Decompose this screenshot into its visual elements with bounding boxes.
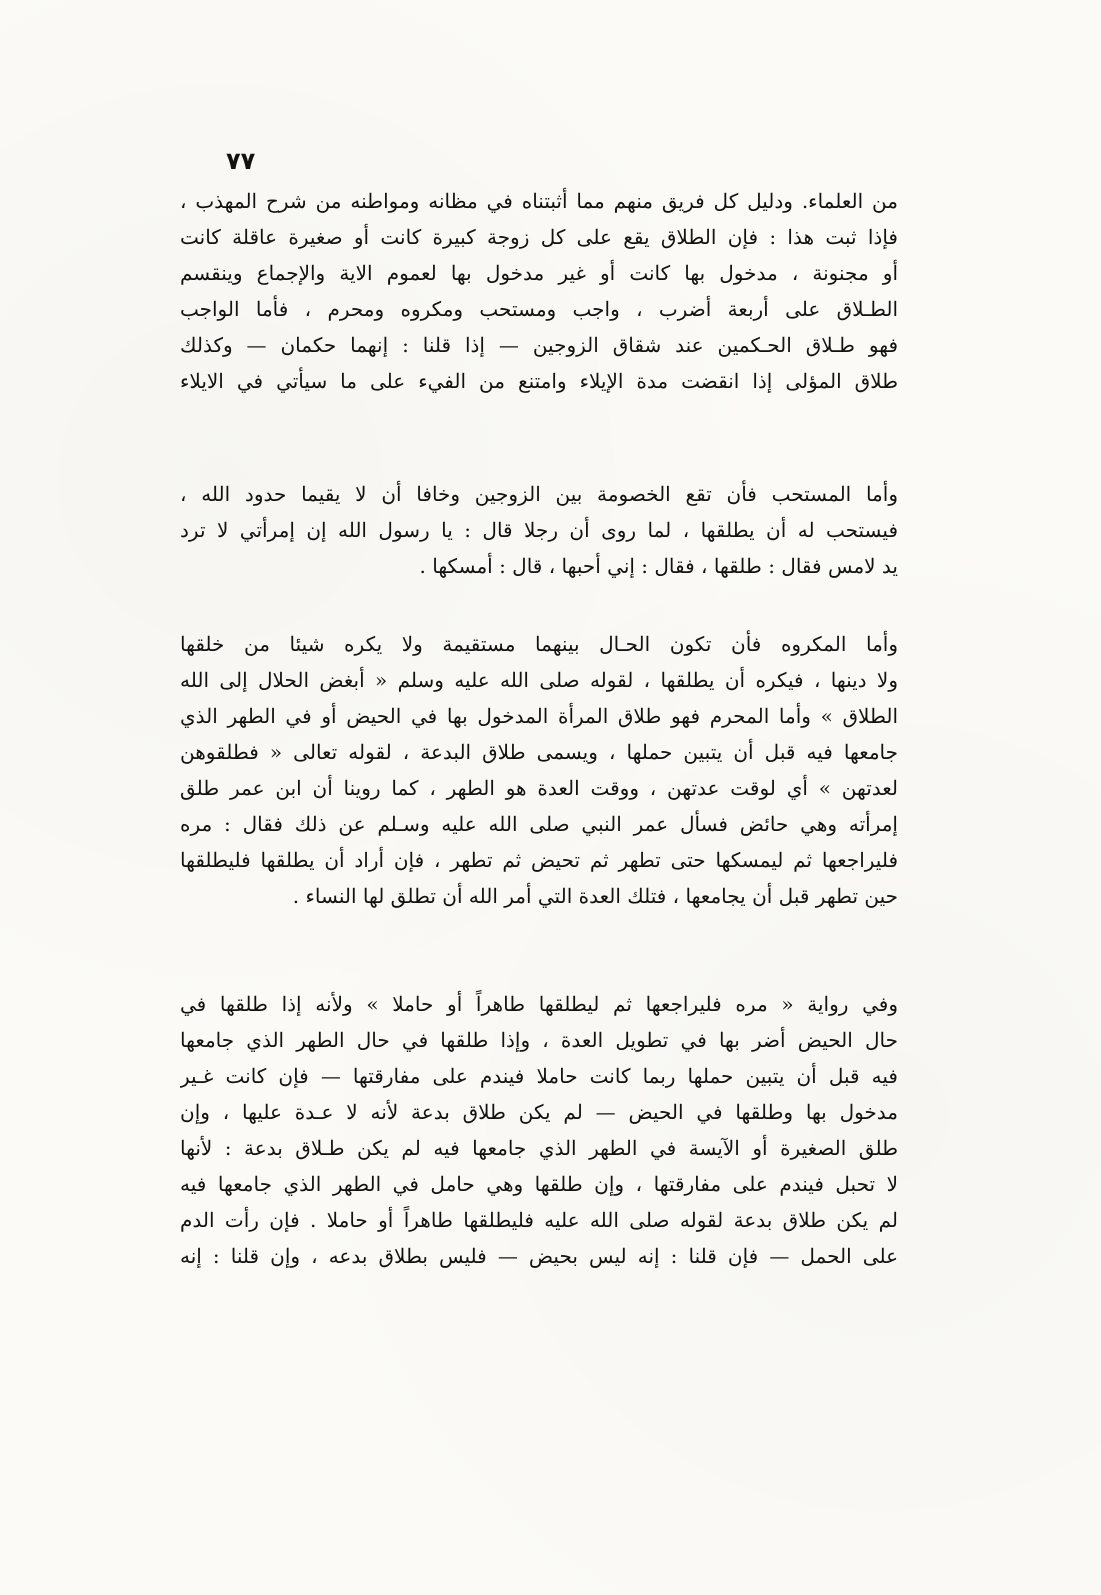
text-line: فهو طـلاق الحـكمين عند شقاق الزوجين — إذا قلنا : إنهما حكمان — وكذلك bbox=[180, 333, 898, 357]
text-line: مدخول بها وطلقها في الحيض — لم يكن طلاق بدعة لأنه لا عـدة عليها ، وإن bbox=[180, 1100, 898, 1124]
text-line: فليراجعها ثم ليمسكها حتى تطهر ثم تحيض ثم تطهر ، فإن أراد أن يطلقها فليطلقها bbox=[180, 848, 898, 872]
text-line: وأما المستحب فأن تقع الخصومة بين الزوجين وخافا أن لا يقيما حدود الله ، bbox=[180, 482, 898, 506]
text-line: حال الحيض أضر بها في تطويل العدة ، وإذا طلقها في حال الطهر الذي جامعها bbox=[180, 1028, 898, 1052]
text-line: فيه قبل أن يتبين حملها ربما كانت حاملا فيندم على مفارقتها — فإن كانت غـير bbox=[180, 1064, 898, 1088]
text-line: لعدتهن » أي لوقت عدتهن ، ووقت العدة هو الطهر ، كما روينا أن ابن عمر طلق bbox=[180, 776, 898, 800]
text-line: إمرأته وهي حائض فسأل عمر النبي صلى الله عليه وسـلم عن ذلك فقال : مره bbox=[180, 812, 898, 836]
text-line: الطـلاق على أربعة أضرب ، واجب ومستحب ومكروه ومحرم ، فأما الواجب bbox=[180, 297, 898, 321]
text-line: جامعها فيه قبل أن يتبين حملها ، ويسمى طلاق البدعة ، لقوله تعالى « فطلقوهن bbox=[180, 740, 898, 764]
text-line: الطلاق » وأما المحرم فهو طلاق المرأة المدخول بها في الحيض أو في الطهر الذي bbox=[180, 704, 898, 728]
text-line: وفي رواية « مره فليراجعها ثم ليطلقها طاهراً أو حاملا » ولأنه إذا طلقها في bbox=[180, 992, 898, 1016]
text-line: فإذا ثبت هذا : فإن الطلاق يقع على كل زوجة كبيرة كانت أو صغيرة عاقلة كانت bbox=[180, 225, 898, 249]
text-line: فيستحب له أن يطلقها ، لما روى أن رجلا قال : يا رسول الله إن إمرأتي لا ترد bbox=[180, 518, 898, 542]
text-line: ولا دينها ، فيكره أن يطلقها ، لقوله صلى الله عليه وسلم « أبغض الحلال إلى الله bbox=[180, 668, 898, 692]
text-line: لا تحبل فيندم على مفارقتها ، وإن طلقها وهي حامل في الطهر الذي جامعها فيه bbox=[180, 1172, 898, 1196]
paragraph-4 bbox=[180, 986, 898, 1274]
text-line: وأما المكروه فأن تكون الحـال بينهما مستقيمة ولا يكره شيئا من خلقها bbox=[180, 632, 898, 656]
text-line: حين تطهر قبل أن يجامعها ، فتلك العدة التي أمر الله أن تطلق لها النساء . bbox=[292, 884, 898, 908]
text-line: يد لامس فقال : طلقها ، فقال : إني أحبها ، قال : أمسكها . bbox=[419, 554, 898, 578]
paragraph-2 bbox=[180, 476, 898, 584]
text-line: طلق الصغيرة أو الآيسة في الطهر الذي جامعها فيه لم يكن طـلاق بدعة : لأنها bbox=[180, 1136, 898, 1160]
paragraph-3 bbox=[180, 626, 898, 914]
text-line: أو مجنونة ، مدخول بها كانت أو غير مدخول بها لعموم الاية والإجماع وينقسم bbox=[180, 261, 898, 285]
text-line: طلاق المؤلى إذا انقضت مدة الإيلاء وامتنع من الفيء على ما سيأتي في الايلاء bbox=[180, 369, 898, 393]
text-line: من العلماء. ودليل كل فريق منهم مما أثبتناه في مظانه ومواطنه من شرح المهذب ، bbox=[180, 189, 898, 213]
paragraph-1 bbox=[180, 183, 898, 399]
page-number: ٧٧ bbox=[226, 147, 256, 175]
text-line: لم يكن طلاق بدعة لقوله صلى الله عليه فليطلقها طاهراً أو حاملا . فإن رأت الدم bbox=[180, 1208, 898, 1232]
text-line: على الحمل — فإن قلنا : إنه ليس بحيض — فليس بطلاق بدعه ، وإن قلنا : إنه bbox=[180, 1244, 898, 1268]
